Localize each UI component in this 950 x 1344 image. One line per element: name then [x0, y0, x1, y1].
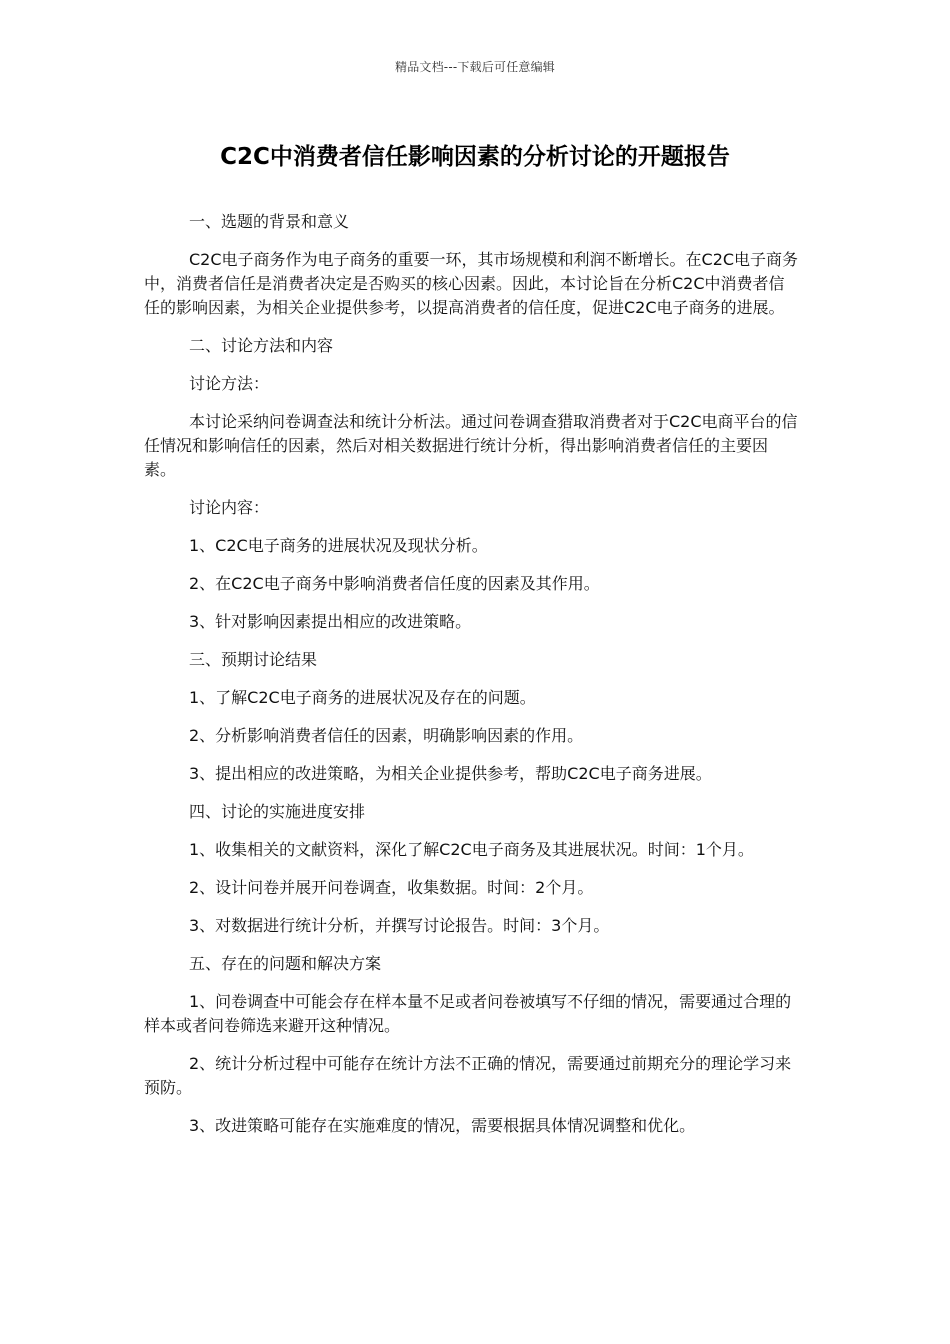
section-heading-results: 三、预期讨论结果 [189, 650, 318, 669]
list-item-schedule: 1、收集相关的文献资料，深化了解C2C电子商务及其进展状况。时间：1个月。 [189, 840, 754, 859]
section-heading-problems: 五、存在的问题和解决方案 [189, 954, 382, 973]
paragraph-background: C2C电子商务作为电子商务的重要一环，其市场规模和利润不断增长。在C2C电子商务中，消费者信任是消费者决定是否购买的核心因素。因此，本讨论旨在分析C2C中消费者信任的影响因素，为相关企业提供参考，以提高消费者的信任度，促进C2C电子商务的进展。 [144, 250, 799, 317]
document-body [144, 210, 814, 1152]
section-heading-background: 一、选题的背景和意义 [189, 212, 350, 231]
list-item-results: 2、分析影响消费者信任的因素，明确影响因素的作用。 [189, 726, 584, 745]
list-item-results: 3、提出相应的改进策略，为相关企业提供参考，帮助C2C电子商务进展。 [189, 764, 712, 783]
list-item-schedule: 3、对数据进行统计分析，并撰写讨论报告。时间：3个月。 [189, 916, 610, 935]
subheading-content: 讨论内容： [189, 498, 270, 517]
list-item-schedule: 2、设计问卷并展开问卷调查，收集数据。时间：2个月。 [189, 878, 594, 897]
list-item-content: 2、在C2C电子商务中影响消费者信任度的因素及其作用。 [189, 574, 600, 593]
document-title: C2C中消费者信任影响因素的分析讨论的开题报告 [220, 144, 730, 170]
header-note: 精品文档---下载后可任意编辑 [395, 60, 555, 74]
list-item-content: 3、针对影响因素提出相应的改进策略。 [189, 612, 472, 631]
list-item-problems: 1、问卷调查中可能会存在样本量不足或者问卷被填写不仔细的情况，需要通过合理的样本或者问卷筛选来避开这种情况。 [144, 992, 792, 1035]
list-item-results: 1、了解C2C电子商务的进展状况及存在的问题。 [189, 688, 536, 707]
list-item-problems: 3、改进策略可能存在实施难度的情况，需要根据具体情况调整和优化。 [189, 1116, 696, 1135]
section-heading-methods: 二、讨论方法和内容 [189, 336, 334, 355]
paragraph-methods: 本讨论采纳问卷调查法和统计分析法。通过问卷调查猎取消费者对于C2C电商平台的信任情况和影响信任的因素，然后对相关数据进行统计分析，得出影响消费者信任的主要因素。 [144, 412, 798, 479]
list-item-problems: 2、统计分析过程中可能存在统计方法不正确的情况，需要通过前期充分的理论学习来预防。 [144, 1054, 792, 1097]
section-heading-schedule: 四、讨论的实施进度安排 [189, 802, 366, 821]
list-item-content: 1、C2C电子商务的进展状况及现状分析。 [189, 536, 488, 555]
subheading-methods: 讨论方法： [189, 374, 270, 393]
